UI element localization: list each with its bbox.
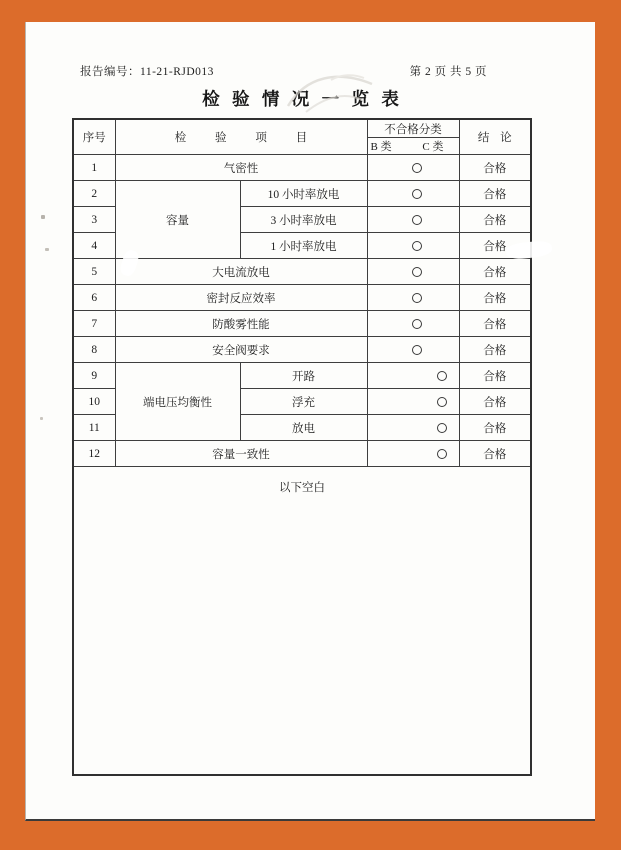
- conclusion-cell: 合格: [459, 181, 531, 207]
- defect-circle: [412, 267, 422, 277]
- conclusion-cell: 合格: [459, 285, 531, 311]
- sub-item-cell: 10 小时率放电: [240, 181, 367, 207]
- conclusion-cell: 合格: [459, 207, 531, 233]
- row-no: 3: [73, 207, 115, 233]
- defect-circle: [412, 345, 422, 355]
- conclusion-cell: 合格: [459, 389, 531, 415]
- row-no: 8: [73, 337, 115, 363]
- sub-item-cell: 3 小时率放电: [240, 207, 367, 233]
- scan-speckle: [41, 215, 45, 219]
- conclusion-cell: 合格: [459, 311, 531, 337]
- defect-mark-cell: [367, 181, 459, 207]
- defect-mark-cell: [367, 259, 459, 285]
- table-row: [73, 285, 531, 311]
- table-header-row-1: [73, 119, 531, 138]
- defect-mark-cell: [367, 363, 459, 389]
- document-page: [25, 22, 595, 821]
- row-no: 4: [73, 233, 115, 259]
- defect-circle: [437, 423, 447, 433]
- item-cell: 防酸雾性能: [115, 311, 367, 337]
- conclusion-cell: 合格: [459, 337, 531, 363]
- defect-mark-cell: [367, 207, 459, 233]
- defect-mark-cell: [367, 311, 459, 337]
- defect-circle: [412, 319, 422, 329]
- row-no: 6: [73, 285, 115, 311]
- row-no: 7: [73, 311, 115, 337]
- defect-circle: [437, 371, 447, 381]
- defect-mark-cell: [367, 155, 459, 181]
- table-row: [73, 259, 531, 285]
- conclusion-cell: 合格: [459, 441, 531, 467]
- row-no: 10: [73, 389, 115, 415]
- sub-item-cell: 开路: [240, 363, 367, 389]
- defect-mark-cell: [367, 441, 459, 467]
- col-header-bc: [367, 138, 459, 155]
- bc-labels: [368, 138, 459, 154]
- row-no: 12: [73, 441, 115, 467]
- sub-item-cell: 1 小时率放电: [240, 233, 367, 259]
- col-header-index: 序号: [73, 119, 115, 155]
- defect-mark-cell: [367, 285, 459, 311]
- table-row: [73, 441, 531, 467]
- table-row: [73, 181, 531, 207]
- group-cell: 容量: [115, 181, 240, 259]
- col-header-defect-class: 不合格分类: [367, 119, 459, 138]
- defect-mark-cell: [367, 337, 459, 363]
- sub-item-cell: 浮充: [240, 389, 367, 415]
- item-cell: 安全阀要求: [115, 337, 367, 363]
- item-cell: 大电流放电: [115, 259, 367, 285]
- conclusion-cell: 合格: [459, 259, 531, 285]
- defect-circle: [437, 449, 447, 459]
- item-cell: 气密性: [115, 155, 367, 181]
- conclusion-cell: 合格: [459, 233, 531, 259]
- conclusion-cell: 合格: [459, 415, 531, 441]
- class-c-label: C 类: [422, 141, 444, 153]
- defect-circle: [412, 163, 422, 173]
- table-row: [73, 363, 531, 389]
- blank-area-row: [73, 467, 531, 776]
- row-no: 11: [73, 415, 115, 441]
- page-title: 检 验 情 况 一 览 表: [202, 89, 400, 109]
- table-row: [73, 311, 531, 337]
- table-row: [73, 337, 531, 363]
- defect-mark-cell: [367, 415, 459, 441]
- sub-item-cell: 放电: [240, 415, 367, 441]
- scan-speckle: [45, 248, 49, 251]
- conclusion-cell: 合格: [459, 363, 531, 389]
- row-no: 5: [73, 259, 115, 285]
- scan-smudge: [276, 64, 386, 119]
- defect-circle: [437, 397, 447, 407]
- row-no: 1: [73, 155, 115, 181]
- col-header-item: 检 验 项 目: [115, 119, 367, 155]
- scan-speckle: [40, 417, 43, 420]
- conclusion-cell: 合格: [459, 155, 531, 181]
- row-no: 2: [73, 181, 115, 207]
- defect-circle: [412, 293, 422, 303]
- defect-circle: [412, 215, 422, 225]
- row-no: 9: [73, 363, 115, 389]
- page-indicator: 第 2 页 共 5 页: [409, 66, 487, 78]
- defect-circle: [412, 189, 422, 199]
- col-header-conclusion: 结 论: [459, 119, 531, 155]
- blank-note: 以下空白: [73, 467, 531, 776]
- table-row: [73, 155, 531, 181]
- inspection-table: [72, 118, 532, 776]
- item-cell: 容量一致性: [115, 441, 367, 467]
- defect-circle: [412, 241, 422, 251]
- report-number: 报告编号：11-21-RJD013: [80, 66, 214, 78]
- defect-mark-cell: [367, 389, 459, 415]
- class-b-label: B 类: [370, 141, 392, 153]
- defect-mark-cell: [367, 233, 459, 259]
- group-cell: 端电压均衡性: [115, 363, 240, 441]
- item-cell: 密封反应效率: [115, 285, 367, 311]
